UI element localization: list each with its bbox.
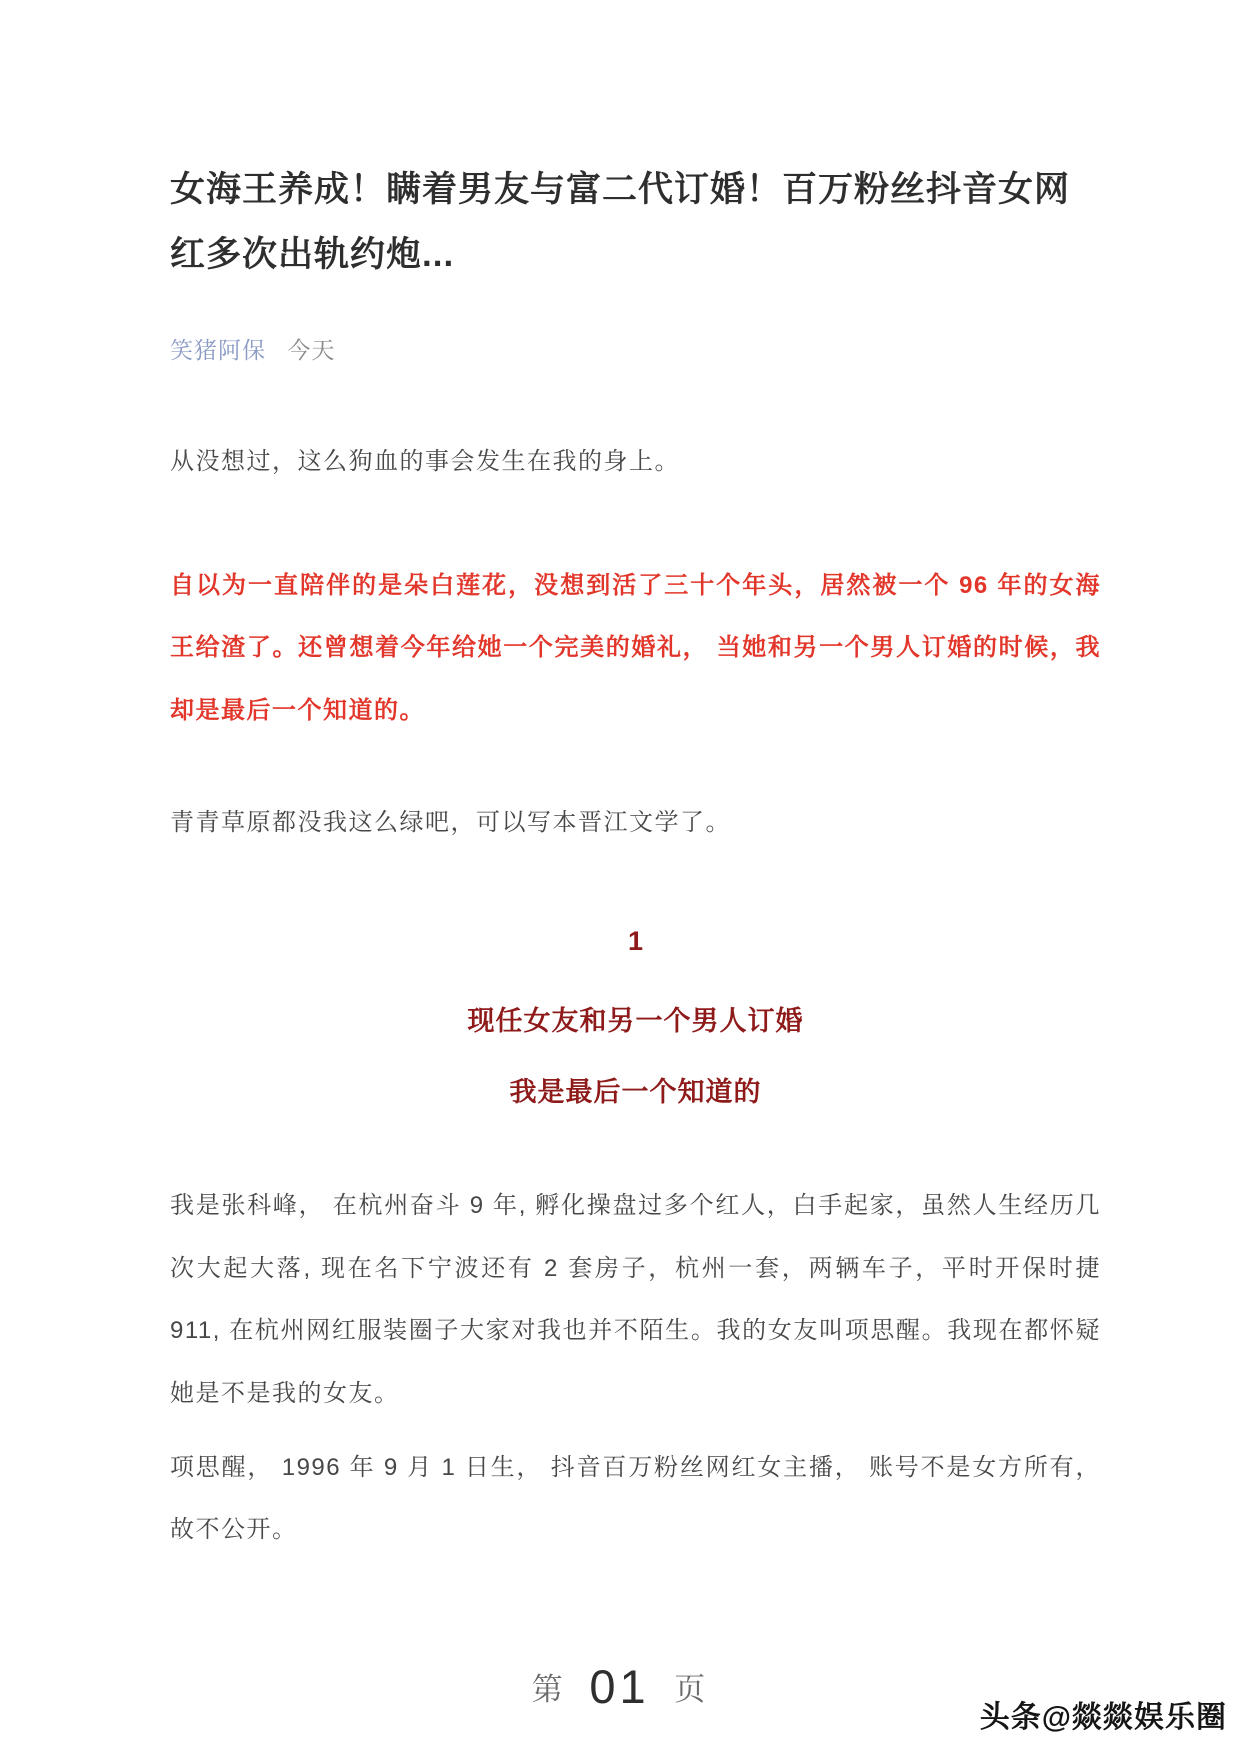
highlight-paragraph: 自以为一直陪伴的是朵白莲花，没想到活了三十个年头，居然被一个 96 年的女海王给渣了。还曾想着今年给她一个完美的婚礼， 当她和另一个男人订婚的时候，我却是最后一个知道的。: [170, 571, 1101, 724]
page-number: 01: [589, 1660, 650, 1713]
byline: [170, 332, 1101, 365]
section-number: 1: [627, 926, 644, 957]
body-paragraph-2: 项思醒， 1996 年 9 月 1 日生， 抖音百万粉丝网红女主播， 账号不是女方所有， 故不公开。: [170, 1454, 1101, 1544]
page-label-prefix: 第: [531, 1672, 565, 1707]
remark-paragraph: 青青草原都没我这么绿吧，可以写本晋江文学了。: [170, 809, 731, 837]
toutiao-watermark: 头条@燚燚娱乐圈: [979, 1701, 1227, 1734]
section-heading-line2: 我是最后一个知道的: [509, 1077, 762, 1108]
article-title: 女海王养成！瞒着男友与富二代订婚！百万粉丝抖音女网红多次出轨约炮...: [170, 170, 1071, 274]
publish-date: 今天: [287, 336, 336, 363]
section-heading-line1: 现任女友和另一个男人订婚: [467, 1006, 804, 1037]
intro-paragraph: 从没想过，这么狗血的事会发生在我的身上。: [170, 447, 680, 475]
page-label-suffix: 页: [674, 1672, 708, 1707]
article-content: [170, 0, 1101, 1562]
author-link[interactable]: 笑猪阿保: [170, 336, 266, 363]
body-paragraph-1: 我是张科峰， 在杭州奋斗 9 年, 孵化操盘过多个红人，白手起家，虽然人生经历几次大起大落, 现在名下宁波还有 2 套房子，杭州一套，两辆车子，平时开保时捷 911, 在杭州网红服装圈子大家对我也并不陌生。我的女友叫项思醒。我现在都怀疑她是不是我的女友。: [170, 1192, 1101, 1407]
